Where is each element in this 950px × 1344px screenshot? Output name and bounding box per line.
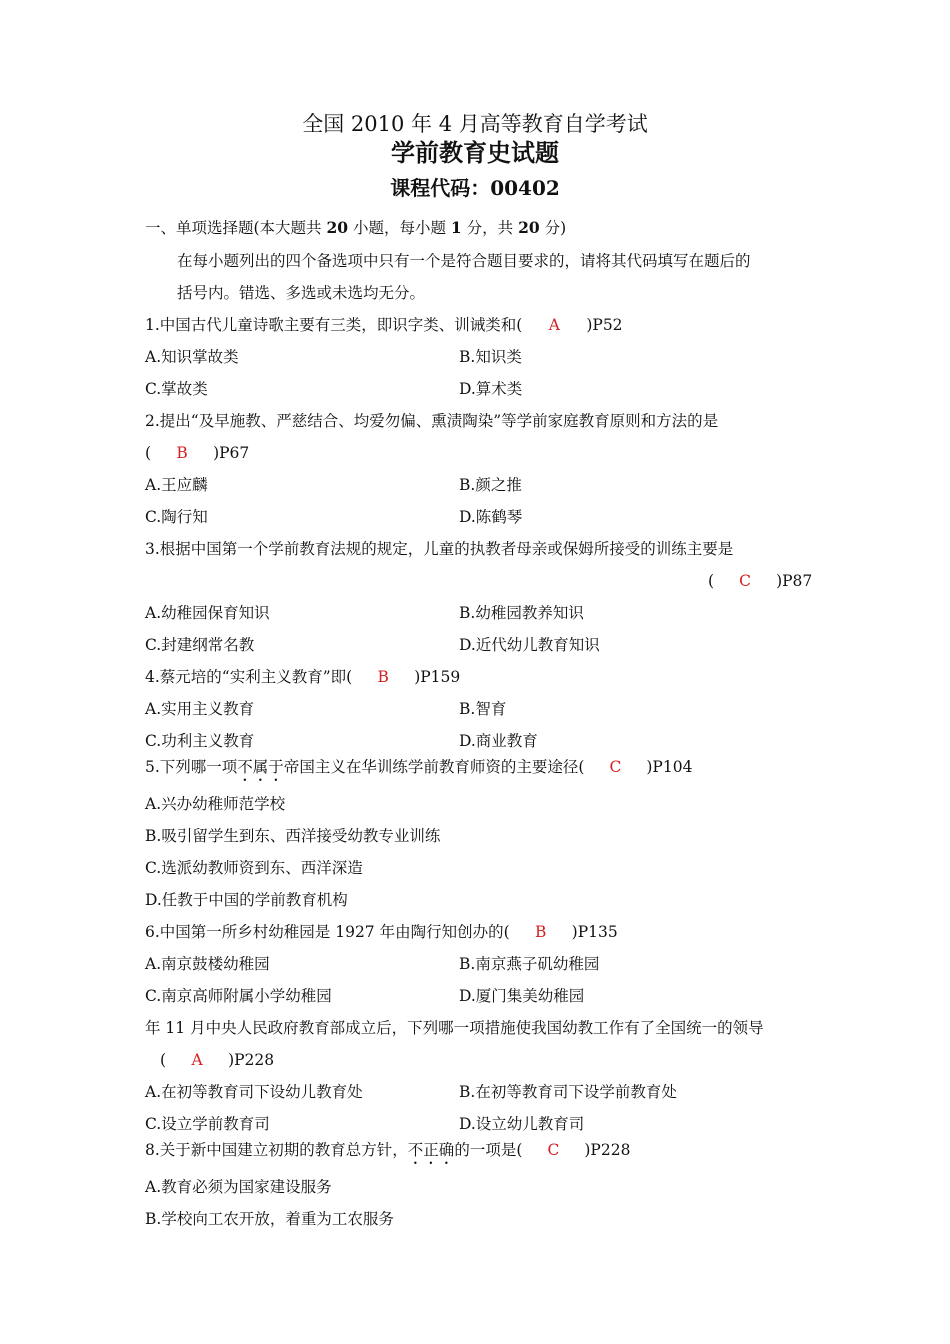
question-1-stem: 1.中国古代儿童诗歌主要有三类，即识字类、训诫类和( A )P52 <box>145 316 623 334</box>
option-7d: D.设立幼儿教育司 <box>459 1115 585 1133</box>
question-3-stem: 3.根据中国第一个学前教育法规的规定，儿童的执教者母亲或保姆所接受的训练主要是 <box>145 540 734 558</box>
course-code: 课程代码：00402 <box>390 176 560 200</box>
instructions-line-1: 在每小题列出的四个备选项中只有一个是符合题目要求的，请将其代码填写在题后的 <box>177 252 751 270</box>
question-7-answer-line: ( A )P228 <box>160 1051 275 1069</box>
option-1d: D.算术类 <box>459 380 523 398</box>
option-3a: A.幼稚园保育知识 <box>145 604 270 622</box>
option-6d: D.厦门集美幼稚园 <box>459 987 585 1005</box>
question-7-stem: 年 11 月中央人民政府教育部成立后，下列哪一项措施使我国幼教工作有了全国统一的领导 <box>145 1019 764 1037</box>
option-6a: A.南京鼓楼幼稚园 <box>145 955 270 973</box>
option-4a: A.实用主义教育 <box>145 700 255 718</box>
option-5b: B.吸引留学生到东、西洋接受幼教专业训练 <box>145 827 441 845</box>
option-2b: B.颜之推 <box>459 476 522 494</box>
answer-8: C <box>547 1141 560 1159</box>
answer-7: A <box>191 1051 203 1069</box>
question-5-stem: 5.下列哪一项不属于帝国主义在华训练学前教育师资的主要途径( C )P104 <box>145 758 693 776</box>
option-6c: C.南京高师附属小学幼稚园 <box>145 987 332 1005</box>
answer-6: B <box>534 923 547 941</box>
subject-title: 学前教育史试题 <box>391 138 559 167</box>
option-4b: B.智育 <box>459 700 507 718</box>
option-4c: C.功利主义教育 <box>145 732 255 750</box>
answer-1: A <box>548 316 560 334</box>
option-2c: C.陶行知 <box>145 508 208 526</box>
option-1a: A.知识掌故类 <box>145 348 239 366</box>
section-heading: 一、单项选择题(本大题共 20 小题，每小题 1 分，共 20 分) <box>145 218 567 237</box>
emphasis-not-belong: 不属于 <box>237 758 284 776</box>
option-7a: A.在初等教育司下设幼儿教育处 <box>145 1083 363 1101</box>
option-6b: B.南京燕子矶幼稚园 <box>459 955 600 973</box>
option-3d: D.近代幼儿教育知识 <box>459 636 600 654</box>
exam-title: 全国 2010 年 4 月高等教育自学考试 <box>302 112 648 136</box>
option-2a: A.王应麟 <box>145 476 208 494</box>
emphasis-incorrect: 不正确 <box>407 1141 455 1159</box>
option-7b: B.在初等教育司下设学前教育处 <box>459 1083 677 1101</box>
answer-4: B <box>377 668 389 686</box>
option-1c: C.掌故类 <box>145 380 208 398</box>
question-6-stem: 6.中国第一所乡村幼稚园是 1927 年由陶行知创办的( B )P135 <box>145 923 618 941</box>
answer-3: C <box>739 572 751 590</box>
answer-2: B <box>176 444 188 462</box>
question-3-answer-line: ( C )P87 <box>708 572 813 590</box>
question-2-answer-line: ( B )P67 <box>145 444 250 462</box>
option-5d: D.任教于中国的学前教育机构 <box>145 891 348 909</box>
option-1b: B.知识类 <box>459 348 522 366</box>
option-4d: D.商业教育 <box>459 732 538 750</box>
option-3c: C.封建纲常名教 <box>145 636 255 654</box>
question-2-stem: 2.提出“及早施教、严慈结合、均爱勿偏、熏渍陶染”等学前家庭教育原则和方法的是 <box>145 412 719 430</box>
option-8b: B.学校向工农开放，着重为工农服务 <box>145 1210 394 1228</box>
question-4-stem: 4.蔡元培的“实利主义教育”即( B )P159 <box>145 668 461 686</box>
option-8a: A.教育必须为国家建设服务 <box>145 1178 332 1196</box>
answer-5: C <box>609 758 622 776</box>
instructions-line-2: 括号内。错选、多选或未选均无分。 <box>177 284 426 302</box>
option-3b: B.幼稚园教养知识 <box>459 604 584 622</box>
option-5c: C.选派幼教师资到东、西洋深造 <box>145 859 363 877</box>
question-8-stem: 8.关于新中国建立初期的教育总方针，不正确的一项是( C )P228 <box>145 1141 631 1159</box>
option-5a: A.兴办幼稚师范学校 <box>145 795 286 813</box>
option-7c: C.设立学前教育司 <box>145 1115 270 1133</box>
option-2d: D.陈鹤琴 <box>459 508 523 526</box>
